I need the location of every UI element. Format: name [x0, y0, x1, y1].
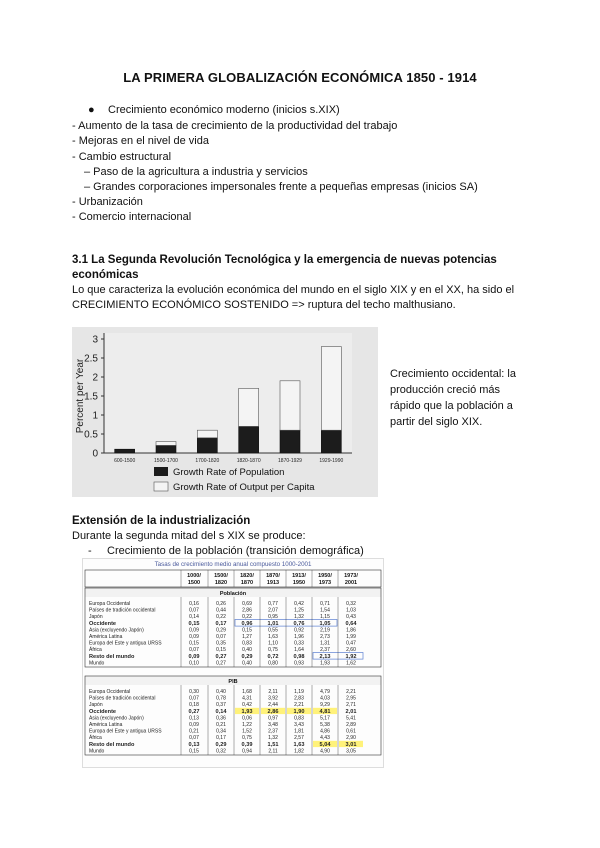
cell-value: 0,16 [189, 601, 199, 607]
cell-value: 1,82 [294, 748, 304, 755]
bar-population [280, 430, 300, 453]
cell-value: 0,15 [242, 627, 252, 634]
cell-value: 0,27 [188, 708, 200, 715]
cell-value: 0,27 [215, 653, 227, 660]
cell-value: 0,09 [189, 634, 199, 640]
cell-value: 0,09 [189, 722, 199, 728]
bullet-icon: ● [88, 104, 95, 116]
column-header-year: 1500 [187, 580, 201, 586]
cell-value: 1,64 [294, 647, 304, 654]
row-label: Asia (excluyendo Japón) [89, 627, 144, 634]
cell-value: 0,47 [346, 640, 356, 647]
side-note-line: rápido que la población a [390, 400, 513, 412]
cell-value: 0,69 [242, 601, 252, 607]
row-label: América Latina [89, 634, 123, 640]
row-label: África [89, 647, 102, 654]
paragraph-line: Lo que caracteriza la evolución económica del mundo en el siglo XIX y en el XX, ha sido el [72, 284, 515, 296]
row-label: Europa Occidental [89, 601, 131, 607]
cell-value: 1,01 [267, 620, 279, 627]
cell-value: 1,93 [241, 708, 253, 715]
cell-value: 0,40 [216, 689, 226, 695]
section-heading: Extensión de la industrialización [72, 515, 251, 527]
cell-value: 2,37 [268, 728, 278, 735]
table-caption: Tasas de crecimiento medio anual compuesto 1000-2001 [154, 561, 312, 568]
growth-table [83, 559, 383, 767]
cell-value: 4,79 [320, 689, 330, 695]
cell-value: 0,21 [189, 728, 199, 735]
cell-value: 0,43 [346, 614, 356, 621]
cell-value: 3,01 [345, 741, 357, 748]
cell-value: 0,95 [268, 614, 278, 621]
cell-value: 0,42 [242, 702, 252, 709]
cell-value: 1,10 [268, 640, 278, 647]
cell-value: 1,92 [345, 653, 357, 660]
cell-value: 1,22 [242, 722, 252, 728]
cell-value: 2,44 [268, 702, 278, 709]
y-tick-label: 1 [92, 410, 98, 422]
row-label: Occidente [89, 708, 117, 715]
cell-value: 0,35 [216, 640, 226, 647]
cell-value: 0,80 [268, 660, 278, 667]
row-label: Asia (excluyendo Japón) [89, 715, 144, 722]
row-label: Mundo [89, 660, 105, 667]
cell-value: 0,15 [189, 640, 199, 647]
y-tick-label: 2 [92, 372, 98, 384]
cell-value: 0,07 [189, 735, 199, 742]
cell-value: 2,60 [346, 647, 356, 654]
cell-value: 0,13 [188, 741, 200, 748]
row-label: África [89, 735, 102, 742]
cell-value: 0,14 [215, 708, 227, 715]
cell-value: 5,17 [320, 715, 330, 722]
column-header-year: 1973 [318, 580, 332, 586]
bar-output-per-capita [321, 347, 341, 431]
column-header-year: 1870 [240, 580, 254, 586]
row-label: Japón [89, 702, 103, 709]
legend-swatch-output [154, 482, 168, 491]
cell-value: 0,32 [216, 748, 226, 755]
side-note-line: producción creció más [390, 384, 501, 396]
column-header: 1870/ [266, 573, 280, 579]
list-item-bullet [88, 103, 340, 118]
cell-value: 0,36 [216, 715, 226, 722]
cell-value: 1,90 [293, 708, 305, 715]
row-label: Resto del mundo [89, 653, 135, 660]
bar-population [239, 426, 259, 453]
cell-value: 0,32 [346, 601, 356, 607]
cell-value: 0,07 [216, 634, 226, 640]
row-label: Occidente [89, 620, 117, 627]
row-label: Europa del Este y antigua URSS [89, 640, 162, 647]
row-label: Japón [89, 614, 103, 621]
cell-value: 0,44 [216, 607, 226, 614]
cell-value: 1,03 [346, 607, 356, 614]
bar-population [197, 438, 217, 453]
cell-value: 1,52 [242, 728, 252, 735]
cell-value: 1,27 [242, 634, 252, 640]
cell-value: 2,01 [345, 708, 357, 715]
cell-value: 0,39 [241, 741, 253, 748]
cell-value: 4,43 [320, 735, 330, 742]
cell-value: 2,07 [268, 607, 278, 614]
cell-value: 1,15 [320, 614, 330, 621]
x-tick-label: 600-1500 [114, 458, 136, 464]
y-tick-label: 0.5 [84, 429, 98, 441]
legend-label: Growth Rate of Population [173, 467, 285, 478]
cell-value: 0,29 [241, 653, 253, 660]
growth-chart [72, 327, 378, 497]
cell-value: 1,81 [294, 728, 304, 735]
column-header: 1820/ [240, 573, 254, 579]
paragraph-line: Durante la segunda mitad del s XIX se produce: [72, 530, 306, 542]
cell-value: 2,73 [320, 634, 330, 640]
column-header-year: 1820 [214, 580, 228, 586]
cell-value: 1,96 [294, 634, 304, 640]
cell-value: 0,22 [242, 614, 252, 621]
column-header-year: 2001 [344, 580, 358, 586]
cell-value: 0,92 [294, 627, 304, 634]
bar-population [321, 430, 341, 453]
column-header: 1000/ [187, 573, 201, 579]
block-label: Población [219, 591, 247, 597]
cell-value: 2,37 [320, 647, 330, 654]
list-item: - Urbanización [72, 196, 143, 208]
cell-value: 0,98 [293, 653, 305, 660]
cell-value: 0,13 [189, 715, 199, 722]
cell-value: 1,54 [320, 607, 330, 614]
cell-value: 4,86 [320, 728, 330, 735]
cell-value: 0,94 [242, 748, 252, 755]
list-item: - Mejoras en el nivel de vida [72, 135, 209, 147]
cell-value: 3,43 [294, 722, 304, 728]
cell-value: 5,38 [320, 722, 330, 728]
row-label: Resto del mundo [89, 741, 135, 748]
cell-value: 3,05 [346, 748, 356, 755]
dash-marker: - [88, 545, 92, 557]
section-heading: 3.1 La Segunda Revolución Tecnológica y la emergencia de nuevas potencias [72, 254, 497, 266]
list-sub-item: – Paso de la agricultura a industria y servicios [84, 166, 308, 178]
cell-value: 1,93 [320, 660, 330, 667]
cell-value: 0,37 [216, 702, 226, 709]
cell-value: 5,04 [319, 741, 331, 748]
growth-table-figure [82, 558, 384, 768]
legend-swatch-population [154, 467, 168, 476]
cell-value: 2,71 [346, 702, 356, 709]
cell-value: 0,06 [242, 715, 252, 722]
row-label: Europa del Este y antigua URSS [89, 728, 162, 735]
column-header: 1950/ [318, 573, 332, 579]
section-heading-cont: económicas [72, 269, 139, 281]
cell-value: 0,15 [189, 748, 199, 755]
cell-value: 1,63 [293, 741, 305, 748]
cell-value: 0,15 [216, 647, 226, 654]
cell-value: 2,11 [268, 689, 278, 695]
column-header-year: 1913 [266, 580, 280, 586]
cell-value: 0,17 [215, 620, 227, 627]
cell-value: 4,81 [319, 708, 331, 715]
cell-value: 0,64 [345, 620, 357, 627]
x-tick-label: 1700-1820 [195, 458, 220, 464]
page-title: LA PRIMERA GLOBALIZACIÓN ECONÓMICA 1850 - 1914 [123, 70, 477, 85]
cell-value: 0,21 [216, 722, 226, 728]
cell-value: 0,07 [189, 647, 199, 654]
side-note-line: partir del siglo XIX. [390, 416, 483, 428]
column-header: 1500/ [214, 573, 228, 579]
bullet-text: Crecimiento económico moderno (inicios s.XIX) [108, 104, 340, 116]
cell-value: 0,29 [215, 741, 227, 748]
cell-value: 0,07 [189, 695, 199, 702]
cell-value: 2,21 [346, 689, 356, 695]
list-item: - Comercio internacional [72, 211, 192, 223]
cell-value: 0,83 [242, 640, 252, 647]
cell-value: 0,09 [189, 627, 199, 634]
cell-value: 0,09 [188, 653, 200, 660]
cell-value: 0,75 [242, 735, 252, 742]
side-note-line: Crecimiento occidental: la [390, 368, 516, 380]
cell-value: 2,11 [268, 748, 278, 755]
cell-value: 0,96 [241, 620, 253, 627]
row-label: América Latina [89, 722, 123, 728]
cell-value: 0,61 [346, 728, 356, 735]
cell-value: 0,72 [267, 653, 279, 660]
cell-value: 2,83 [294, 695, 304, 702]
column-header-year: 1950 [292, 580, 306, 586]
cell-value: 1,68 [242, 689, 252, 695]
cell-value: 4,90 [320, 748, 330, 755]
list-sub-item: – Grandes corporaciones impersonales frente a pequeñas empresas (inicios SA) [84, 181, 478, 193]
cell-value: 0,71 [320, 601, 330, 607]
cell-value: 0,14 [189, 614, 199, 621]
cell-value: 0,77 [268, 601, 278, 607]
column-header: 1913/ [292, 573, 306, 579]
cell-value: 1,63 [268, 634, 278, 640]
cell-value: 1,51 [267, 741, 279, 748]
block-label: PIB [228, 679, 238, 685]
x-tick-label: 1870-1929 [278, 458, 302, 464]
x-tick-label: 1500-1700 [154, 458, 178, 464]
bar-output-per-capita [280, 381, 300, 430]
cell-value: 0,55 [268, 627, 278, 634]
list-item: Crecimiento de la población (transición demográfica) [107, 545, 364, 557]
y-tick-label: 2.5 [84, 353, 98, 365]
cell-value: 1,19 [294, 689, 304, 695]
cell-value: 0,33 [294, 640, 304, 647]
cell-value: 0,18 [189, 702, 199, 709]
cell-value: 1,99 [346, 634, 356, 640]
cell-value: 2,57 [294, 735, 304, 742]
cell-value: 1,86 [346, 627, 356, 634]
bar-population [115, 449, 135, 453]
cell-value: 2,86 [267, 708, 279, 715]
cell-value: 2,89 [346, 722, 356, 728]
bar-output-per-capita [197, 430, 217, 438]
cell-value: 0,78 [216, 695, 226, 702]
cell-value: 2,19 [320, 627, 330, 634]
side-note [390, 366, 516, 430]
legend-label: Growth Rate of Output per Capita [173, 482, 315, 493]
cell-value: 0,30 [189, 689, 199, 695]
cell-value: 0,29 [216, 627, 226, 634]
cell-value: 2,13 [319, 653, 331, 660]
cell-value: 1,32 [268, 735, 278, 742]
y-tick-label: 0 [92, 448, 98, 460]
list-item: - Aumento de la tasa de crecimiento de la productividad del trabajo [72, 120, 398, 132]
cell-value: 0,15 [188, 620, 200, 627]
cell-value: 9,29 [320, 702, 330, 709]
cell-value: 1,25 [294, 607, 304, 614]
row-label: Mundo [89, 748, 105, 755]
y-tick-label: 3 [92, 334, 98, 346]
cell-value: 0,27 [216, 660, 226, 667]
cell-value: 0,76 [293, 620, 305, 627]
bar-output-per-capita [239, 388, 259, 426]
cell-value: 0,10 [189, 660, 199, 667]
plot-area [104, 333, 352, 453]
bar-population [156, 445, 176, 453]
cell-value: 0,26 [216, 601, 226, 607]
cell-value: 1,31 [320, 640, 330, 647]
cell-value: 4,31 [242, 695, 252, 702]
cell-value: 3,92 [268, 695, 278, 702]
cell-value: 2,86 [242, 607, 252, 614]
y-tick-label: 1.5 [84, 391, 98, 403]
x-tick-label: 1929-1990 [319, 458, 344, 464]
cell-value: 0,93 [294, 660, 304, 667]
row-label: Países de tradición occidental [89, 607, 156, 614]
cell-value: 0,07 [189, 607, 199, 614]
table-header-box [85, 570, 381, 587]
row-label: Países de tradición occidental [89, 695, 156, 702]
cell-value: 2,95 [346, 695, 356, 702]
cell-value: 3,48 [268, 722, 278, 728]
cell-value: 0,75 [268, 647, 278, 654]
cell-value: 5,41 [346, 715, 356, 722]
cell-value: 2,90 [346, 735, 356, 742]
cell-value: 0,83 [294, 715, 304, 722]
cell-value: 0,97 [268, 715, 278, 722]
y-axis-label: Percent per Year [75, 358, 86, 434]
cell-value: 2,21 [294, 702, 304, 709]
row-label: Europa Occidental [89, 689, 131, 695]
list-item: - Cambio estructural [72, 151, 172, 163]
cell-value: 0,17 [216, 735, 226, 742]
cell-value: 1,62 [346, 660, 356, 667]
bar-output-per-capita [156, 442, 176, 446]
cell-value: 0,40 [242, 647, 252, 654]
cell-value: 1,32 [294, 614, 304, 621]
cell-value: 0,34 [216, 728, 226, 735]
x-tick-label: 1820-1870 [236, 458, 261, 464]
cell-value: 0,22 [216, 614, 226, 621]
cell-value: 4,03 [320, 695, 330, 702]
column-header: 1973/ [344, 573, 358, 579]
cell-value: 1,05 [319, 620, 331, 627]
cell-value: 0,40 [242, 660, 252, 667]
cell-value: 0,42 [294, 601, 304, 607]
paragraph-line: CRECIMIENTO ECONÓMICO SOSTENIDO => ruptura del techo malthusiano. [72, 299, 456, 311]
growth-chart-figure [72, 327, 378, 497]
